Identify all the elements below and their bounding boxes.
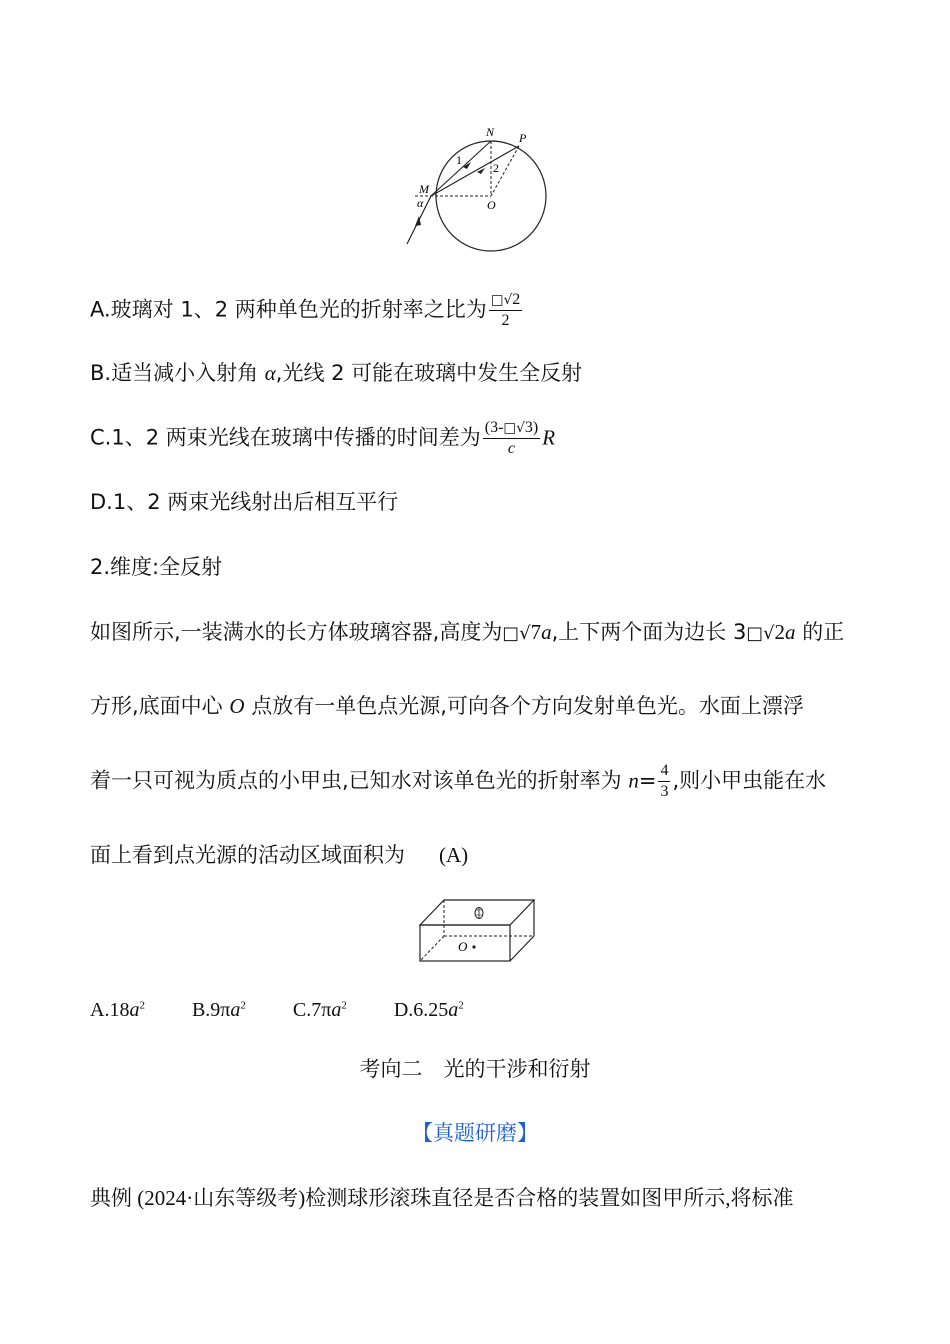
q2-option-b-text: B.9π [191,998,231,1021]
water-box-figure [416,895,541,965]
q2-line1-radicand2: 2 [774,620,786,644]
q2-option-b-var: a [230,998,241,1021]
q2-line-4 [90,840,468,870]
q2-heading [90,552,222,582]
light-source-dot [472,945,475,948]
q2-line1-b: ,上下两个面为边长 3 [551,620,747,644]
section-badge-text: 【真题研磨】 [412,1121,538,1145]
option-b [90,358,582,388]
label-p: P [519,131,527,145]
option-a-radicand: 2 [512,291,521,308]
beetle-icon [475,907,483,919]
label-ray2: 2 [493,161,499,175]
q2-option-d-text: D.6.25 [393,998,449,1021]
q2-option-b [192,999,246,1021]
option-d [90,487,398,517]
q2-line-1: 如图所示,一装满水的长方体玻璃容器,高度为□√7a,上下两个面为边长 3□√2a 的正 [90,620,845,644]
q2-line2-rest: 点放有一单色点光源,可向各个方向发射单色光。水面上漂浮 [244,694,804,718]
q2-option-a-text: A.18 [90,998,130,1021]
example-line [90,1183,793,1213]
q2-line3-eq: = [638,768,657,793]
q2-option-d [394,999,464,1021]
q2-options [90,990,464,1025]
q2-line-3 [90,763,826,800]
q2-option-d-var: a [448,998,459,1021]
section-badge [0,1118,950,1148]
box-label-o: O [458,939,468,954]
q2-option-a-var: a [129,998,140,1021]
q2-option-d-exp: 2 [458,999,464,1011]
option-a-denominator: 2 [501,312,510,329]
q2-line1-var2: a [785,620,796,644]
q2-line3-n: n [628,768,639,793]
q2-option-b-exp: 2 [240,999,246,1011]
option-c-denominator: c [507,440,516,457]
example-label: 典例 [90,1186,132,1210]
q2-option-c [293,999,347,1021]
option-a-ratio [90,292,524,329]
option-c-fraction: $\frac{(3-□√3)}{c}$ [484,419,539,457]
q2-answer: (A) [439,843,469,867]
q2-line2-o: O [229,694,245,718]
option-b-alpha: α [264,361,276,385]
option-c [90,420,555,457]
q2-line1-a: 如图所示,一装满水的长方体玻璃容器,高度为 [90,620,503,644]
q2-option-a [90,999,145,1021]
option-d-text: D.1、2 两束光线射出后相互平行 [90,490,399,514]
box-right-bottom [510,936,534,961]
q2-fraction-num: 4 [658,763,670,782]
option-c-radicand: 3 [524,419,533,436]
q2-option-c-var: a [331,998,342,1021]
section-title-text: 考向二 光的干涉和衍射 [359,1057,591,1081]
q2-fraction-den: 3 [660,783,669,800]
option-c-num-b: ) [532,419,539,436]
q2-line2-a: 方形,底面中心 [90,694,230,718]
option-c-num-a: (3- [484,419,504,436]
option-c-suffix: R [542,425,556,450]
ray-2 [431,146,519,196]
q2-option-a-exp: 2 [139,999,145,1011]
q2-option-c-exp: 2 [341,999,347,1011]
q2-refractive-fraction [658,763,670,800]
q2-line1-radicand: 7 [530,620,542,644]
label-n: N [486,125,495,139]
box-top [420,900,534,925]
section-title [0,1054,950,1084]
q2-line4-text: 面上看到点光源的活动区域面积为 [90,843,405,867]
q2-option-c-text: C.7π [292,998,332,1021]
label-o: O [487,198,496,212]
option-c-text: C.1、2 两束光线在玻璃中传播的时间差为 [90,425,481,450]
option-a-text: A.玻璃对 1、2 两种单色光的折射率之比为 [90,297,487,322]
q2-line1-var: a [541,620,552,644]
box-hidden-diag [420,936,444,961]
q2-line3-b: ,则小甲虫能在水 [672,768,827,793]
q2-line-2 [90,691,804,721]
option-a-fraction: $\frac{□√2}{2}$ [490,291,521,329]
option-b-rest: ,光线 2 可能在玻璃中发生全反射 [275,361,583,385]
option-b-text: B.适当减小入射角 [90,361,265,385]
label-ray1: 1 [456,153,462,167]
glass-sphere-figure [395,122,565,257]
label-alpha: α [417,196,424,210]
q2-line3-a: 着一只可视为质点的小甲虫,已知水对该单色光的折射率为 [90,768,629,793]
q2-heading-text: 2.维度:全反射 [90,555,223,579]
example-text: (2024·山东等级考)检测球形滚珠直径是否合格的装置如图甲所示,将标准 [132,1186,794,1210]
label-m: M [419,182,429,196]
q2-line1-c: 的正 [795,620,845,644]
